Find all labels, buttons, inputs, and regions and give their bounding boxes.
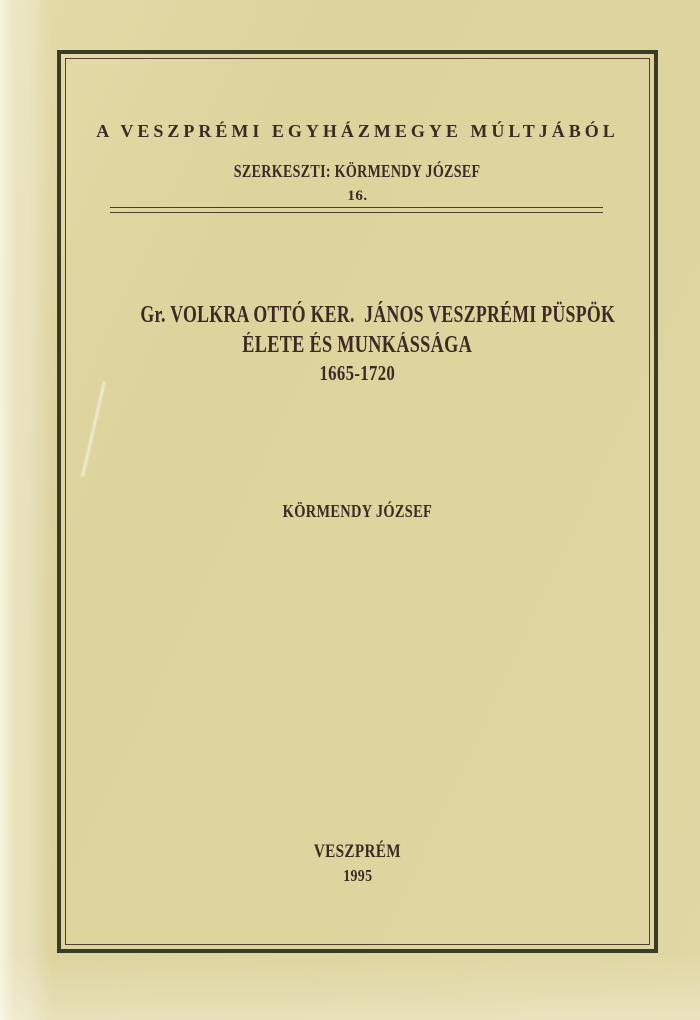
book-title-line2 <box>57 332 658 359</box>
series-title: A VESZPRÉMI EGYHÁZMEGYE MÚLTJÁBÓL <box>96 121 619 141</box>
editor-line-text: SZERKESZTI: KÖRMENDY JÓZSEF <box>234 161 481 181</box>
book-title-years-text: 1665-1720 <box>319 361 396 385</box>
editor-line <box>57 161 658 181</box>
publication-year <box>57 866 658 885</box>
book-title-line1-text: Gr. VOLKRA OTTÓ KER. JÁNOS VESZPRÉMI PÜSPÖK <box>140 302 616 328</box>
publication-place <box>57 841 658 862</box>
book-title-line1 <box>57 302 658 329</box>
book-title-years <box>57 362 658 386</box>
book-title-line2-text: ÉLETE ÉS MUNKÁSSÁGA <box>242 332 473 358</box>
double-rule <box>110 207 603 213</box>
bottom-sheen <box>0 952 700 1020</box>
page-edge-highlight <box>0 0 52 1020</box>
author-name-text: KÖRMENDY JÓZSEF <box>282 501 433 521</box>
publication-year-text: 1995 <box>342 866 373 885</box>
volume-number: 16. <box>347 188 368 204</box>
publication-place-text: VESZPRÉM <box>313 841 402 862</box>
author-name <box>57 501 658 521</box>
